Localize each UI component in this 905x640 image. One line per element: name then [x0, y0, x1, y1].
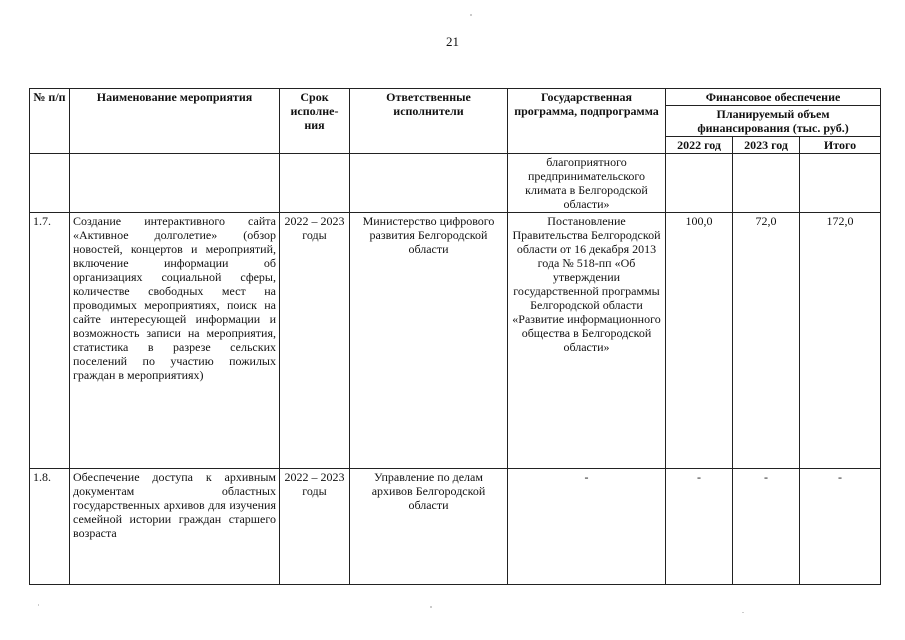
row-term: 2022 – 2023 годы [280, 469, 350, 585]
table-row [30, 154, 881, 213]
row-term: 2022 – 2023 годы [280, 213, 350, 469]
header-finance: Финансовое обеспечение [666, 89, 881, 106]
page-number: 21 [446, 34, 459, 49]
scan-speck [430, 606, 432, 608]
row-num: 1.8. [30, 469, 70, 585]
row-total [800, 154, 881, 213]
measures-table [29, 88, 881, 585]
row-program: Постановление Правительства Белгородской области от 16 декабря 2013 года № 518-пп «Об утверждении государственной программы Белгородской области «Развитие информационного общества в Белгородской области» [508, 213, 666, 469]
row-program: - [508, 469, 666, 585]
header-num: № п/п [30, 89, 70, 154]
row-num: 1.7. [30, 213, 70, 469]
row-2022 [666, 154, 733, 213]
row-name: Создание интерактивного сайта «Активное долголетие» (обзор новостей, концертов и мероприятий, включение информации об организациях социальной сферы, количестве свободных мест на проводимых мероприятиях, поиск на сайте интересующей информации и возможность записи на мероприятия, статистика в разрезе сельских поселений по участию пожилых граждан в мероприятиях) [70, 213, 280, 469]
row-2023: - [733, 469, 800, 585]
header-term: Срок исполне-ния [280, 89, 350, 154]
row-num [30, 154, 70, 213]
row-total: 172,0 [800, 213, 881, 469]
row-responsible: Управление по делам архивов Белгородской области [350, 469, 508, 585]
scan-speck [742, 612, 744, 613]
row-2023 [733, 154, 800, 213]
header-planned: Планируемый объем финансирования (тыс. руб.) [666, 106, 881, 137]
header-name: Наименование мероприятия [70, 89, 280, 154]
header-responsible: Ответственные исполнители [350, 89, 508, 154]
row-name: Обеспечение доступа к архивным документам областных государственных архивов для изучения семейной истории граждан старшего возраста [70, 469, 280, 585]
scan-speck [38, 604, 39, 606]
header-year-2022: 2022 год [666, 137, 733, 154]
row-2023: 72,0 [733, 213, 800, 469]
header-year-2023: 2023 год [733, 137, 800, 154]
row-responsible: Министерство цифрового развития Белгородской области [350, 213, 508, 469]
row-2022: 100,0 [666, 213, 733, 469]
header-total: Итого [800, 137, 881, 154]
table-row [30, 469, 881, 585]
row-program: благоприятного предпринимательского климата в Белгородской области» [508, 154, 666, 213]
row-name [70, 154, 280, 213]
scan-speck [470, 14, 472, 16]
table-row [30, 213, 881, 469]
row-responsible [350, 154, 508, 213]
row-total: - [800, 469, 881, 585]
header-program: Государственная программа, подпрограмма [508, 89, 666, 154]
row-term [280, 154, 350, 213]
row-2022: - [666, 469, 733, 585]
